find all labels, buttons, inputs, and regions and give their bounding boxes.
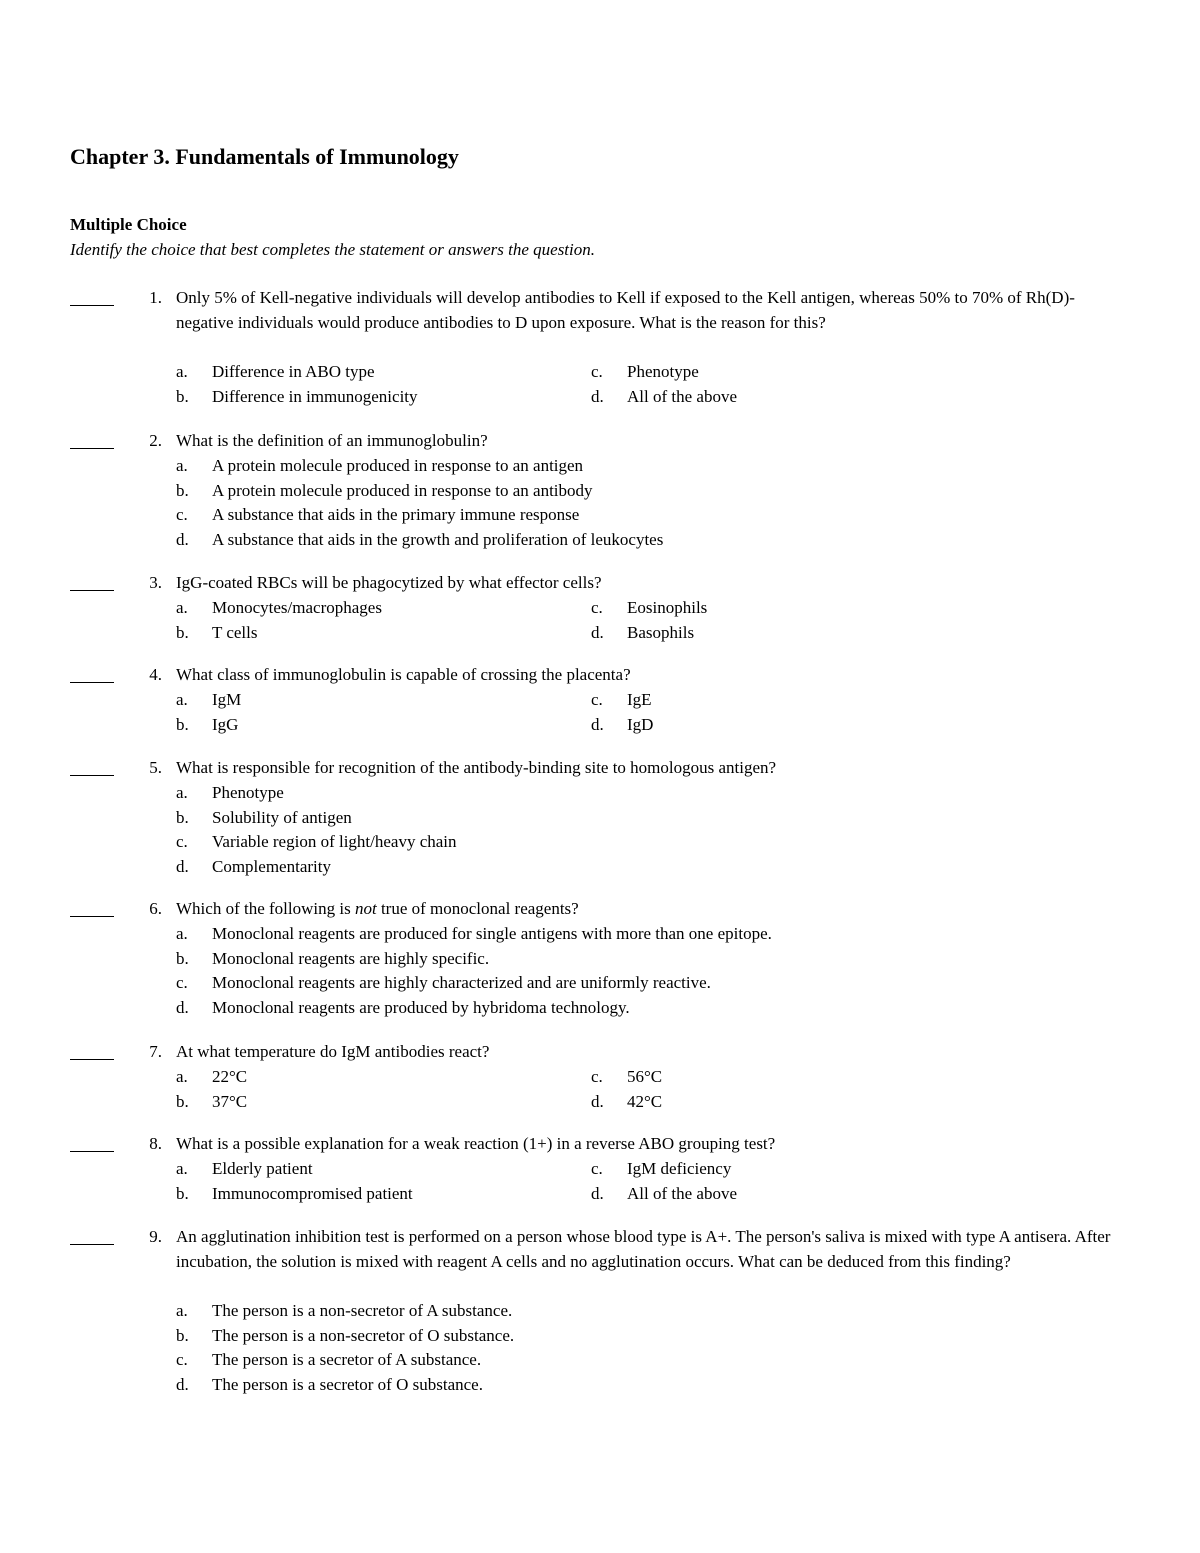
choice-c — [591, 1157, 1126, 1182]
choice-letter: a. — [176, 1067, 188, 1086]
choice-letter: c. — [591, 1159, 603, 1178]
choice-text: A substance that aids in the growth and proliferation of leukocytes — [212, 529, 664, 549]
choice-b — [176, 947, 1126, 972]
choice-letter: a. — [176, 690, 188, 709]
choice-a — [176, 1157, 591, 1182]
choice-text: IgD — [627, 714, 654, 734]
choice-c — [176, 830, 1126, 855]
choice-letter: b. — [176, 1325, 189, 1345]
choice-a — [176, 1065, 591, 1090]
choice-d — [591, 385, 1126, 410]
answer-blank[interactable] — [70, 916, 114, 917]
choice-letter: c. — [591, 362, 603, 381]
choice-c — [591, 360, 1126, 385]
choice-letter: d. — [176, 1374, 189, 1394]
choice-letter: a. — [176, 598, 188, 617]
section-heading: Multiple Choice — [70, 215, 187, 234]
question-number: 7. — [149, 1042, 162, 1061]
choice-a — [176, 1299, 1126, 1324]
choice-text: 42°C — [627, 1091, 663, 1111]
choice-list — [176, 1065, 1126, 1114]
choice-letter: b. — [176, 1091, 189, 1111]
choice-text: Elderly patient — [212, 1159, 313, 1178]
choice-letter: d. — [591, 1183, 604, 1203]
answer-blank[interactable] — [70, 1059, 114, 1060]
choice-b — [176, 806, 1126, 831]
choice-letter: b. — [176, 480, 189, 500]
choice-text: The person is a secretor of O substance. — [212, 1374, 483, 1394]
choice-list — [176, 781, 1126, 879]
page-title: Chapter 3. Fundamentals of Immunology — [70, 144, 459, 169]
answer-blank[interactable] — [70, 448, 114, 449]
choice-text: IgM deficiency — [627, 1159, 732, 1178]
choice-list — [176, 360, 1126, 409]
choice-letter: d. — [591, 1091, 604, 1111]
choice-list — [176, 1299, 1126, 1397]
choice-text: IgE — [627, 690, 652, 709]
choice-text: Eosinophils — [627, 598, 708, 617]
choice-letter: c. — [176, 1350, 188, 1370]
choice-b — [176, 385, 591, 410]
choice-text: 37°C — [212, 1091, 248, 1111]
choice-letter: d. — [176, 529, 189, 549]
choice-a — [176, 360, 591, 385]
answer-blank[interactable] — [70, 590, 114, 591]
choice-text: Basophils — [627, 622, 695, 642]
answer-blank[interactable] — [70, 305, 114, 306]
choice-text: Complementarity — [212, 856, 331, 876]
choice-letter: c. — [176, 973, 188, 993]
choice-c — [591, 688, 1126, 713]
choice-text: IgM — [212, 690, 242, 709]
choice-a — [176, 688, 591, 713]
choice-a — [176, 454, 1126, 479]
question-number: 3. — [149, 573, 162, 592]
choice-letter: a. — [176, 924, 188, 943]
choice-text: All of the above — [627, 386, 737, 406]
choice-d — [176, 855, 1126, 880]
choice-list — [176, 454, 1126, 552]
choice-letter: b. — [176, 622, 189, 642]
choice-letter: b. — [176, 1183, 189, 1203]
question-number: 4. — [149, 665, 162, 684]
choice-text: Difference in ABO type — [212, 362, 375, 381]
choice-c — [176, 1348, 1126, 1373]
question-text: What is the definition of an immunoglobulin? — [176, 431, 488, 450]
answer-blank[interactable] — [70, 682, 114, 683]
choice-d — [591, 621, 1126, 646]
choice-b — [176, 713, 591, 738]
question-text — [176, 897, 1126, 922]
choice-letter: a. — [176, 783, 188, 802]
choice-b — [176, 621, 591, 646]
question-text-emphasis: not — [354, 899, 377, 918]
choice-a — [176, 781, 1126, 806]
choice-text: The person is a secretor of A substance. — [212, 1350, 482, 1370]
choice-text: Monocytes/macrophages — [212, 598, 382, 617]
choice-text: A substance that aids in the primary immune response — [212, 505, 580, 525]
choice-text: Solubility of antigen — [212, 807, 352, 827]
question-text: Only 5% of Kell-negative individuals will develop antibodies to Kell if exposed to the Kell antigen, whereas 50% to 70% of Rh(D)-negative individuals would produce antibodies to D upon exposure. What is the reason for this? — [176, 288, 1075, 332]
choice-d — [176, 996, 1126, 1021]
choice-text: Monoclonal reagents are highly specific. — [212, 948, 490, 968]
choice-letter: c. — [591, 598, 603, 617]
question-number: 1. — [149, 288, 162, 307]
choice-b — [176, 1324, 1126, 1349]
choice-text: IgG — [212, 714, 239, 734]
answer-blank[interactable] — [70, 1151, 114, 1152]
choice-d — [591, 713, 1126, 738]
choice-b — [176, 479, 1126, 504]
choice-letter: b. — [176, 948, 189, 968]
choice-letter: d. — [591, 622, 604, 642]
choice-letter: c. — [176, 832, 188, 852]
choice-a — [176, 596, 591, 621]
choice-letter: c. — [591, 1067, 603, 1086]
choice-d — [176, 1373, 1126, 1398]
question-number: 8. — [149, 1134, 162, 1153]
choice-letter: d. — [176, 997, 189, 1017]
choice-d — [591, 1182, 1126, 1207]
question-number: 9. — [149, 1227, 162, 1246]
question-text: An agglutination inhibition test is performed on a person whose blood type is A+. The person's saliva is mixed with type A antisera. After incubation, the solution is mixed with reagent A cells and no agglutination occurs. What can be deduced from this finding? — [176, 1227, 1111, 1271]
choice-list — [176, 596, 1126, 645]
question-text: At what temperature do IgM antibodies react? — [176, 1042, 490, 1061]
answer-blank[interactable] — [70, 775, 114, 776]
choice-c — [591, 1065, 1126, 1090]
choice-text: Monoclonal reagents are produced by hybridoma technology. — [212, 997, 630, 1017]
choice-text: A protein molecule produced in response to an antibody — [212, 480, 593, 500]
choice-letter: b. — [176, 714, 189, 734]
choice-letter: a. — [176, 1159, 188, 1178]
choice-text: Immunocompromised patient — [212, 1183, 413, 1203]
choice-letter: c. — [591, 690, 603, 709]
choice-text: Difference in immunogenicity — [212, 386, 418, 406]
choice-b — [176, 1090, 591, 1115]
choice-letter: d. — [591, 386, 604, 406]
question-text: IgG-coated RBCs will be phagocytized by what effector cells? — [176, 573, 602, 592]
choice-text: 56°C — [627, 1067, 663, 1086]
choice-a — [176, 922, 1126, 947]
instructions: Identify the choice that best completes the statement or answers the question. — [70, 240, 595, 259]
choice-text: Monoclonal reagents are highly characterized and are uniformly reactive. — [212, 973, 711, 993]
question-number: 6. — [149, 899, 162, 918]
choice-text: Variable region of light/heavy chain — [212, 832, 457, 852]
choice-text: 22°C — [212, 1067, 248, 1086]
choice-letter: a. — [176, 362, 188, 381]
choice-text: The person is a non-secretor of A substance. — [212, 1301, 513, 1320]
choice-list — [176, 688, 1126, 737]
question-text-end: true of monoclonal reagents? — [376, 899, 579, 918]
choice-c — [176, 503, 1126, 528]
choice-letter: b. — [176, 807, 189, 827]
choice-text: Monoclonal reagents are produced for single antigens with more than one epitope. — [212, 924, 772, 943]
question-number: 2. — [149, 431, 162, 450]
choice-letter: a. — [176, 1301, 188, 1320]
choice-list — [176, 922, 1126, 1020]
choice-letter: b. — [176, 386, 189, 406]
choice-letter: d. — [591, 714, 604, 734]
question-text: What class of immunoglobulin is capable of crossing the placenta? — [176, 665, 631, 684]
choice-d — [591, 1090, 1126, 1115]
choice-text: Phenotype — [212, 783, 284, 802]
answer-blank[interactable] — [70, 1244, 114, 1245]
question-number: 5. — [149, 758, 162, 777]
choice-text: A protein molecule produced in response to an antigen — [212, 456, 584, 475]
choice-letter: a. — [176, 456, 188, 475]
choice-c — [591, 596, 1126, 621]
choice-text: T cells — [212, 622, 258, 642]
choice-list — [176, 1157, 1126, 1206]
choice-text: Phenotype — [627, 362, 699, 381]
choice-text: The person is a non-secretor of O substance. — [212, 1325, 515, 1345]
choice-letter: c. — [176, 505, 188, 525]
choice-text: All of the above — [627, 1183, 737, 1203]
choice-b — [176, 1182, 591, 1207]
choice-c — [176, 971, 1126, 996]
question-text: What is a possible explanation for a weak reaction (1+) in a reverse ABO grouping test? — [176, 1134, 776, 1153]
choice-letter: d. — [176, 856, 189, 876]
question-text-start: Which of the following is — [176, 899, 355, 918]
choice-d — [176, 528, 1126, 553]
question-text: What is responsible for recognition of the antibody-binding site to homologous antigen? — [176, 758, 777, 777]
